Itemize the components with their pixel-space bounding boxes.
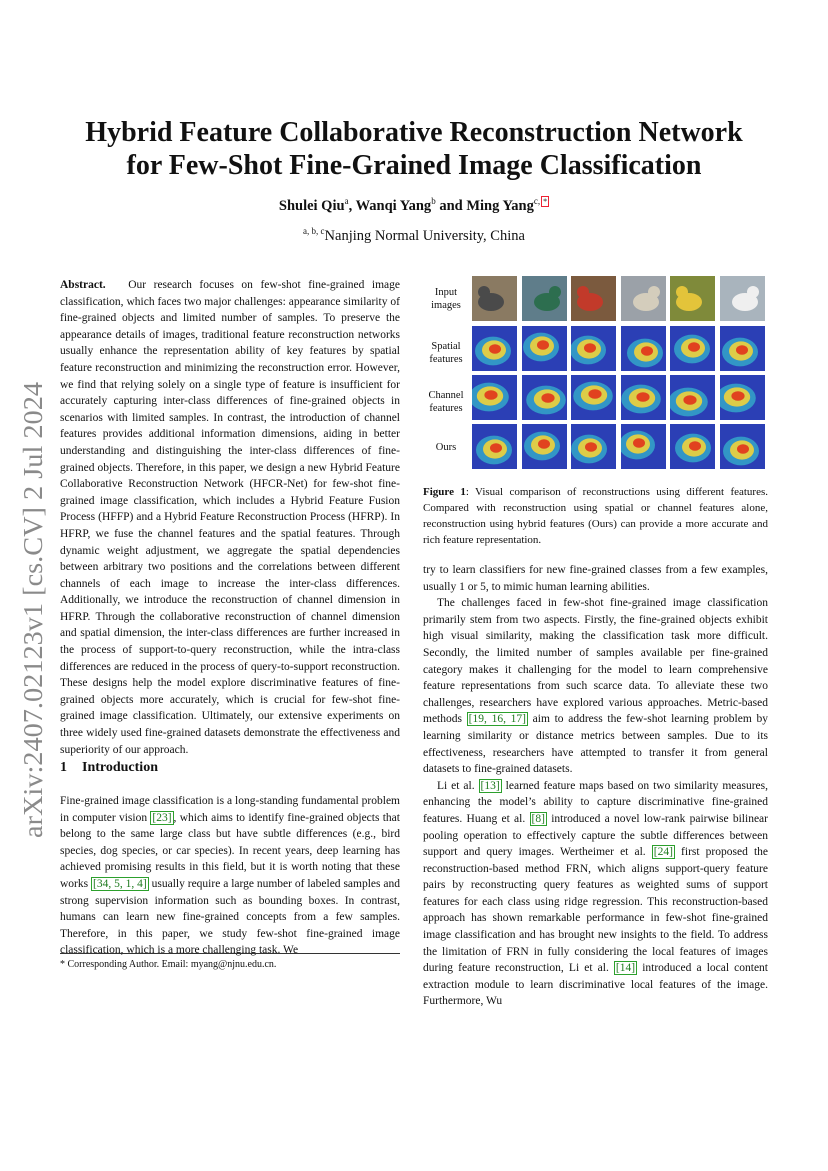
affiliation-superscript: a, b, c [303, 226, 325, 236]
row-label-ours: Ours [435, 442, 457, 453]
heatmap-thumb [472, 375, 517, 420]
heatmap-thumb [571, 375, 616, 420]
row-label-spatial: Spatial features [429, 341, 463, 365]
section-title: Introduction [82, 760, 158, 775]
section-heading [60, 760, 158, 776]
footnote: * Corresponding Author. Email: myang@njnu.edu.cn. [60, 959, 277, 970]
caption-text: : Visual comparison of reconstructions using different features. Compared with reconstruction using spatial or channel features alone, reconstruction using hybrid features (Ours) can provide a more accurate and rich feature representation. [423, 486, 768, 546]
right-column-text [423, 562, 768, 1010]
citation-link[interactable]: [19, 16, 17] [468, 713, 526, 726]
heatmap-thumb [571, 424, 616, 469]
arxiv-id-text: arXiv:2407.02123v1 [cs.CV] 2 Jul 2024 [18, 403, 48, 838]
input-image-thumb [472, 276, 517, 321]
row-label-input: Input images [431, 287, 461, 311]
text-run: introduced a local content extraction module to learn discriminative local features of the image. Furthermore, Wu [423, 962, 768, 1008]
author-superscript: a [344, 196, 349, 206]
heatmap-thumb [621, 375, 666, 420]
title-line-1: Hybrid Feature Collaborative Reconstruction Network [85, 117, 743, 148]
text-run: first proposed the reconstruction-based method FRN, which aligns support-query feature pairs by reconstructing query features as weighted sums of support features for each class using ridge regression. This reconstruction-based approach has shown remarkable performance in few-shot fine-grained image classification and has brought new insights to the field. To address the limitation of FRN in fully considering the local features of images during feature reconstruction, Li et al. [423, 846, 768, 975]
heatmap-thumb [571, 326, 616, 371]
citation-link[interactable]: [8] [531, 812, 545, 825]
heatmap-thumb [621, 424, 666, 469]
text-run: Li et al. [437, 779, 479, 792]
title-line-2: for Few-Shot Fine-Grained Image Classification [126, 150, 702, 181]
heatmap-thumb [670, 375, 715, 420]
citation-link[interactable]: [14] [615, 962, 636, 975]
paragraph [423, 778, 768, 1010]
author-superscript: c, [533, 196, 541, 206]
input-image-thumb [720, 276, 765, 321]
affiliation-text: Nanjing Normal University, China [324, 227, 525, 244]
text-run: The challenges faced in few-shot fine-grained image classification primarily stem from two aspects. Firstly, the fine-grained objects exhibit high visual similarity, making the classification task more difficult. Secondly, the limited number of samples available per fine-grained category makes it challenging for the model to learn comprehensive feature representations from such scarce data. To alleviate these two challenges, researchers have explored various approaches. Metric-based methods [423, 597, 768, 726]
input-image-thumb [522, 276, 567, 321]
input-image-thumb [670, 276, 715, 321]
intro-paragraph [60, 793, 400, 959]
author-separator: and [435, 197, 467, 214]
text-run: usually require a large number of labeled samples and strong supervision information such as bounding boxes. In contrast, humans can learn new fine-grained concepts from a few samples. Therefore, in this paper, we study few-shot fine-grained image classification, which is a more challenging task. We [60, 877, 400, 957]
figure-caption [423, 484, 768, 548]
author-name: Shulei Qiu [278, 197, 345, 214]
citation-link[interactable]: [34, 5, 1, 4] [93, 877, 147, 890]
heatmap-thumb [720, 424, 765, 469]
text-run: introduced a novel low-rank pairwise bilinear pooling operation to effectively capture the subtle differences between support and query images. Wertheimer et al. [423, 812, 768, 859]
heatmap-thumb [472, 424, 517, 469]
heatmap-thumb [720, 375, 765, 420]
heatmap-thumb [670, 424, 715, 469]
caption-label: Figure 1 [423, 486, 466, 498]
author-list [40, 196, 788, 215]
author-superscript: b [431, 196, 436, 206]
abstract-text: Our research focuses on few-shot fine-grained image classification, which faces two major challenges: appearance similarity of fine-grained objects and limited number of samples. To preserve the appearance details of images, traditional feature reconstruction networks usually enhance the representation ability of key features by spatial feature reconstruction and minimizing the reconstruction error. However, we find that relying solely on a single type of feature is insufficient for accurately capturing inter-class differences of fine-grained objects in scenarios with limited samples. In contrast, the introduction of channel features provides additional information dimensions, aiding in better understanding and distinguishing the inter-class differences of fine-grained objects. Therefore, in this paper, we design a new Hybrid Feature Collaborative Reconstruction Network (HFCR-Net) for few-shot fine-grained image classification, which includes a Hybrid Feature Fusion Process (HFFP) and a Hybrid Feature Reconstruction Process (HFRP). In HFRP, we fuse the channel features and the spatial features. Through dynamic weight adjustment, we aggregate the spatial dependencies between arbitrary two positions and the correlations between different channels of each image to increase the inter-class differences. Additionally, we introduce the reconstruction of channel dimension in HFRP. Through the collaborative reconstruction of channel dimension and spatial dimension, the inter-class differences are further increased in the process of support-to-query reconstruction, while the intra-class differences are reduced in the process of query-to-support reconstruction. These designs help the model explore discriminative features of fine-grained objects more accurately, which is crucial for few-shot fine-grained image classification. Ultimately, our extensive experiments on three widely used fine-grained datasets demonstrate the effectiveness and superiority of our approach. [60, 279, 400, 756]
arxiv-stamp-svg [4, 380, 56, 840]
text-run: Fine-grained image classification is a long-standing fundamental problem in computer vision [60, 795, 400, 824]
text-run: aim to address the few-shot learning problem by learning similarity or distance metrics between samples. Due to its effectiveness, researchers have attempted to transfer it from general datasets to fine-grained datasets. [423, 713, 768, 776]
arxiv-stamp [4, 380, 56, 840]
paragraph [423, 595, 768, 778]
input-image-thumb [621, 276, 666, 321]
citation-link[interactable]: [24] [653, 846, 673, 859]
heatmap-thumb [472, 326, 517, 371]
heatmap-thumb [720, 326, 765, 371]
text-run: learned feature maps based on two similarity measures, enhancing the model’s ability to capture discriminative fine-grained features. Huang et al. [423, 779, 768, 825]
input-image-thumb [571, 276, 616, 321]
heatmap-thumb [621, 326, 666, 371]
footnote-divider [60, 953, 400, 954]
row-label-channel: Channel features [428, 390, 464, 414]
paragraph: try to learn classifiers for new fine-grained classes from a few examples, usually 1 or 5, to mimic human learning abilities. [423, 564, 768, 593]
paper-title [40, 116, 788, 182]
affiliation [40, 226, 788, 245]
heatmap-thumb [522, 424, 567, 469]
author-name: Ming Yang [466, 197, 534, 214]
heatmap-thumb [670, 326, 715, 371]
heatmap-thumb [522, 326, 567, 371]
figure-1 [423, 276, 768, 470]
text-run: , which aims to identify fine-grained objects that belong to the same large class but have subtle differences (e.g., bird species, dog species, or car species). In recent years, deep learning has achieved promising results in this field, but it is worth noting that these works [60, 811, 400, 890]
corresponding-author-link[interactable]: * [543, 197, 548, 206]
author-separator: , [348, 197, 356, 214]
heatmap-thumb [522, 375, 567, 420]
abstract-label: Abstract. [60, 279, 106, 291]
author-name: Wanqi Yang [355, 197, 432, 214]
section-number: 1 [60, 760, 67, 775]
citation-link[interactable]: [23] [152, 811, 172, 824]
citation-link[interactable]: [13] [480, 779, 500, 792]
abstract [60, 277, 400, 758]
